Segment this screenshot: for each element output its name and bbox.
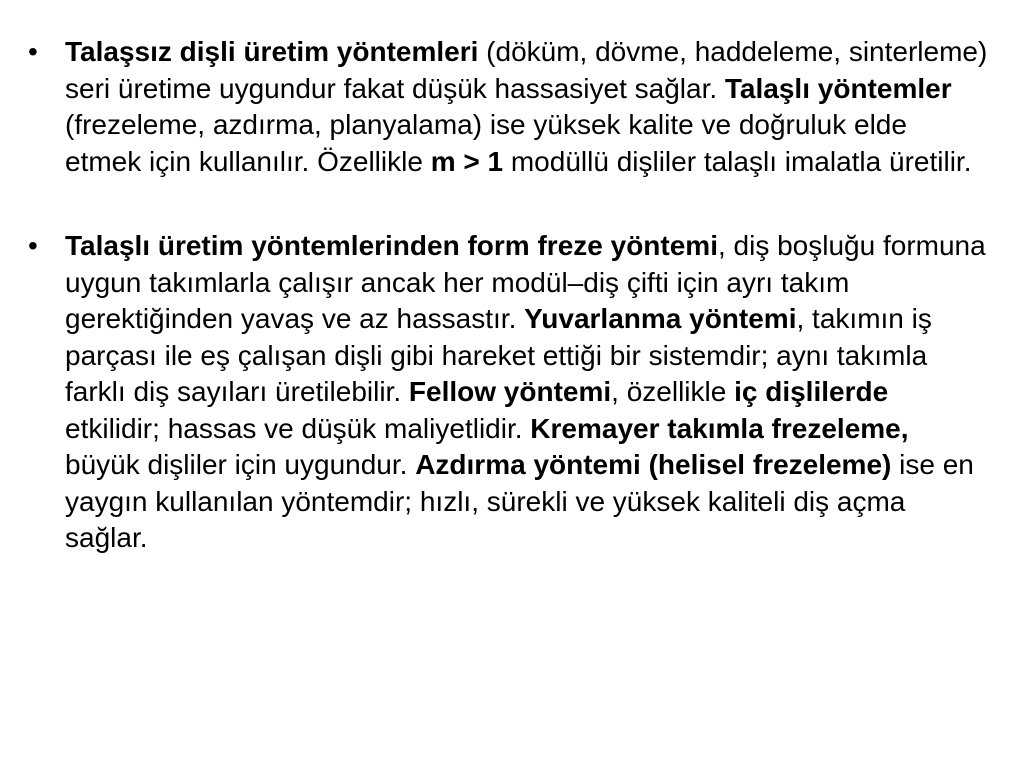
body-text: ise en yaygın kullanılan yöntemdir; hızlı, sürekli ve yüksek kaliteli diş açma sağlar. (65, 449, 974, 553)
bold-text: Talaşsız dişli üretim yöntemleri (65, 36, 479, 67)
body-text: , özellikle (611, 376, 735, 407)
bold-text: Azdırma yöntemi (helisel frezeleme) (415, 449, 892, 480)
bullet-item-talasli-talassiz (28, 34, 988, 180)
body-text: büyük dişliler için uygundur. (65, 449, 416, 480)
body-text: (frezeleme, azdırma, planyalama) ise yüksek kalite ve doğruluk elde etmek için kullanılır. Özellikle (65, 109, 907, 177)
bullet-item-uretim-yontemleri (28, 228, 988, 557)
bold-text: Yuvarlanma yöntemi (524, 303, 797, 334)
bold-text: Kremayer takımla frezeleme, (530, 412, 909, 444)
bullet-list (28, 34, 988, 557)
bullet-marker: • (28, 230, 38, 261)
bullet-marker: • (28, 36, 38, 67)
body-text: etkilidir; hassas ve düşük maliyetlidir. (65, 412, 531, 444)
bold-text: Talaşlı yöntemler (724, 72, 952, 104)
bold-text: Talaşlı üretim yöntemlerinden form freze yöntemi (65, 230, 718, 261)
body-text: modüllü dişliler talaşlı imalatla üretilir. (503, 145, 972, 177)
body-text: , diş boşluğu formuna uygun takımlarla çalışır ancak her modül–diş çifti için ayrı takım gerektiğinden yavaş ve az hassastır. (65, 230, 986, 334)
body-text: (döküm, dövme, haddeleme, sinterleme) seri üretime uygundur fakat düşük hassasiyet sağlar. (65, 36, 988, 104)
bold-text: Fellow yöntemi (408, 376, 612, 407)
bold-text: m > 1 (430, 145, 504, 177)
body-text: , takımın iş parçası ile eş çalışan dişli gibi hareket ettiği bir sistemdir; aynı takımla farklı diş sayıları üretilebilir. (65, 303, 932, 407)
bold-text: iç dişlilerde (734, 376, 889, 407)
